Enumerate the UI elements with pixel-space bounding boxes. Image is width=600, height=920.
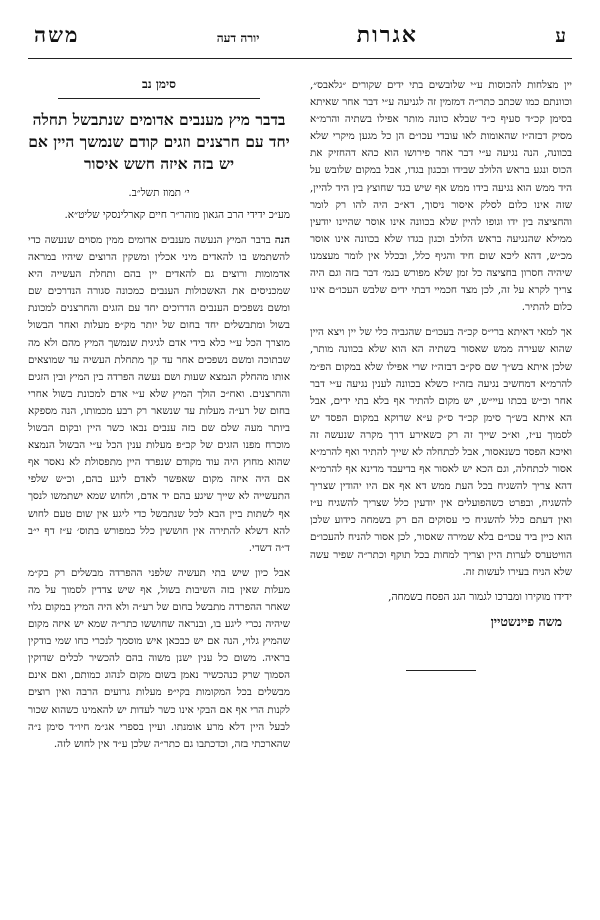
book-title: אגרות [356,22,418,48]
paragraph-text: בדבר המיץ הנעשה מענבים אדומים ממין מסוים שנעשה כדי להשתמש בו להאדים מיני אכלין ומשקין הרוצים שיהיו במראה אדמומות ורוצים גם להאדים יין בהם ותחלת העשייה היא שמכניסים את האשכולות הענבים כמכונה סגורה הנדרכים שם ומשם נשפכים הענבים הדרוכים יחד עם הזגים והחרצנים למכונת בשול ומתבשלים יחד בחום של יותר מק״פ מעלות ואחר הבשול מוצרך הכל ע״י כלא בידי אדם לגיגית שנמשך המיץ מהם ולא מה שבתוכה ומשם נשפכים אחר עד קך מתחלת העשיה עד שמוצאים אותו מהחלק הנמצא שעות ושם נעשה הפרדה בין המיץ ובין הזגים והחרצנים. ואח״כ הולך המיץ שלא ע״י אדם למכונת בשול אחרי בחום של רע״ה מעלות עד שנשאר רק רבע מכמותו, הנה מספקא ביותר מעה שלם שם בזה ענבים נבאו כשר היין ובקום הבשול מוכרח מפנו הזגים של קכ״פ מעלות ענין הכל ע״י הבשול הנמצא שהוא מחוץ היה עוד מקודם שנפרד היין מתפסולת לא נאסר אף אם היה איזה מקום שאפשר לאדם ליגע בהם, וכ״ש שלפי התעשייה לא שייך שיגע בהם יד אדם, ולחוש שמא ישתמשו לנסך אף לשתות ביין הבא לכל שנתבשל כדי ליגע אין שום טעם לחוש להא דשלא להתירה אין חוששין כלל כמפורש בתוס׳ ע״ז דף י״ב ד״ה דשדי. [28,234,290,554]
right-column [310,77,572,761]
addressee: מע״כ ידידי הרב הגאון מוהר״ר חיים קארלינסקי שליט״א. [64,209,290,221]
page-number: ע [555,25,566,47]
author-name: משה [34,22,80,47]
paragraph: אבל כיון שיש בתי תעשיה שלפני ההפרדה מבשלים רק בק״מ מעלות שאין בזה השיבות בשול, אף שיש צדדין לסמוך על מה שאחר ההפרדה מתבשל בחום של רע״ה ולא היה המיץ במקום גלוי שיהיה נכרי ליגע בו, ובנראה שחוששו כתר״ה שמא יש איזה מקום שהמיץ גלוי, הנה אם יש כבכאן איש מוסמך לנכרי כחו שמי בודקין בראיה. משום כל ענין ישנן משוה בהם להכשיר לכלים שדוקין הסמוך שרק כנהכשיר נאמן בשום מקום לנהוג כמותם, ואם אינם מבשלים בכל המקומות בקי״פ מעלות גרועים הרבה ואין רוצים לקנות הרי אף אם הבקי אינו כשר לעדות יש להאמינו כשהוא שכור לבעל היין דלא מרע אומנתו. ועיין בספרי אג״מ חיו״ד סימן נ״ה שהארכתי בזה, וכדכתבו גם כתר״ה שלכן ע״ד אין לחוש לזה. [28,566,290,750]
letter-date: י׳ תמוז תשל״ב. [128,187,190,199]
left-column [28,77,290,761]
paragraph: אך למאי דאיתא ברי״ס קכ״ה בעכו״ם שהגביה כלי של יין ויצא היין שהוא שעירה ממש שאסור בשתיה הא הוא שלא בכוונה מותר, שלכן איתא בש״ך שם סק״ב דבזה״ז שרי אפילו שלא במקום הפ״מ להרמ״א דמחשיב נגיעה בזה״ז כשלא בכוונה לענין נגיעה ע״י דבר אחר וכ״ש בכתו עיי״ש, יש מקום להתיר אף בלא בתי ידים, אבל הא איתא בש״ך סימן קכ״ד ס״ק ע״א שדוקא במקום הפסד יש לסמוך ע״ז, וא״כ שייך זה רק כשאירע דרך מקרה שנעשה זה ואיכא הפסד כשנאסור, אבל לכתחלה לא שייך להתיר ואף להרמ״א אסור לכתחלה, וגם הכא יש לאסור אף בדיעבד מדינא אף להרמ״א דהא צריך להשגיח בכל העת ממש דא אף אם היו יהודין שצריך להשגיח, ובפרט כשהפועלים אין יודעין כלל שצריך להשגיח ע״ז ואין דעתם כלל להשגיח כי עסוקים הם רק בשמחה כידוע שלכן הוא כיין ביד עכו״ם בלא שמירה שאסור, לכן אסור להניח להעכו״ם הוויטערס לערות היין וצריך למחות בכל תוקף וכתר״ה שפיר עשה שלא הניח בעירו לעשות זה. [310,326,572,578]
running-head [28,22,572,59]
paragraph [28,232,290,557]
heading-divider [58,98,260,99]
end-divider [406,670,476,671]
opening-word: הנה [274,234,290,246]
text-columns [28,77,572,761]
closing-line: ידידו מוקירו ומברכו לגמור הגג הפסח בשמחה, [388,590,572,603]
signature: משה פיינשטיין [490,613,562,629]
section-title: יורה דעה [216,31,260,45]
question-heading: בדבר מיץ מענבים אדומים שנתבשל תחלה יחד עם חרצנים וזגים קודם שנמשך היין אם יש בזה איזה חשש איסור [28,110,290,173]
siman-heading: סימן נב [141,77,176,91]
paragraph: יין מצלחות להכוסות ע״י שלובשים בתי ידים שקורים ״גלאבס״, וכוונתם כמו שכתב כתר״ה דמזמין זה לגניעה ע״י דבר אחר שאיתא בסימן קכ״ד סעיף כ״ד שבלא כוונה מותר אפילו בשתיה והרמ״א מסיק דבזה״ז שהאומות לאו עובדי עכו״ם הן כל מגען מיקרי שלא בכוונה, הנה נגיעה ע״י דבר אחר פירושו הוא כהא דהחזיק את הכוס ונגע בראש הלולב שבידו ובכגון בגדו, אבל במקום שלובש על היד ממש הוא נגיעה בידו ממש אף שיש בגד שחוצץ בין היד להיין, שזה אינו כלום לסלק איסור ניסוך, דא״כ היה להו רק לומר והחציצה בין ידו וגופו להיין שלא בכוונה אינו אוסר שהיינו יודעין ממילא שהנגיעה בראש הלולב וכגון בגדו שלא בכוונה אינו אוסר מכ״ש, דהא ליכא שום חיד והגיף כלל, ובכלל אין לומר מעצמנו שיהיה חסרון בחציצה כל זמן שלא מפורש בגמ׳ דבר בזה וגם היה צריך לקרא על זה, לכן מצד חכמיי דבתי ידים שלבש העכו״ם אינו כלום להתיר. [310,79,572,314]
